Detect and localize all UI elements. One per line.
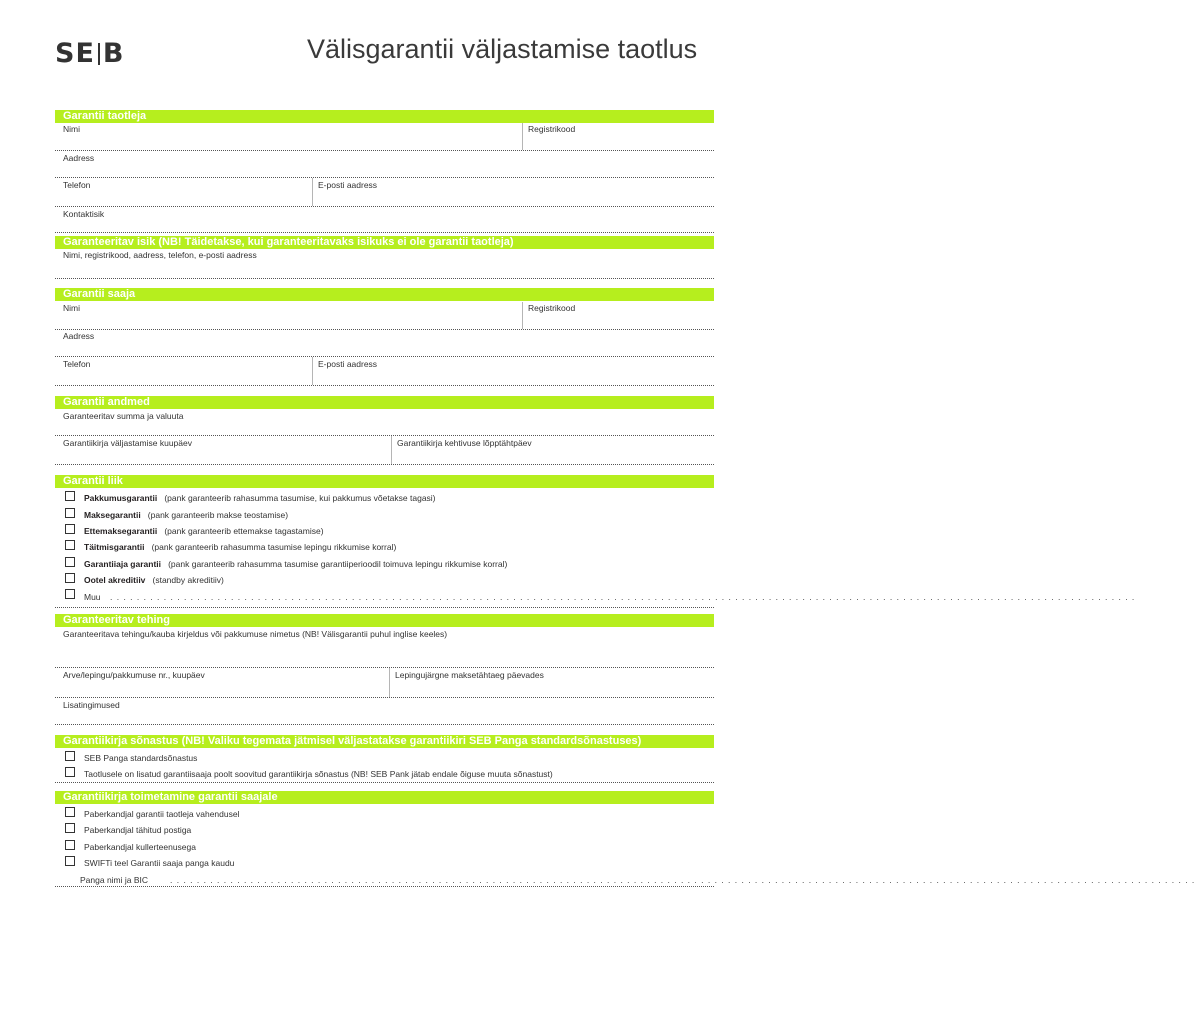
beneficiary-name-line[interactable]: [55, 329, 714, 330]
checkbox-delivery-applicant[interactable]: [65, 807, 75, 817]
applicant-address-line[interactable]: [55, 177, 714, 178]
section-applicant: Garantii taotleja: [55, 110, 714, 123]
beneficiary-address-label: Aadress: [63, 331, 95, 341]
type-other-dotfill[interactable]: . . . . . . . . . . . . . . . . . . . . . . . . . . . . . . . . . . . . . . . . . . . . . . . . . . . . . . . . . . . . . . . . . . . . . . . . . . . . . . . . . . . . . . . . . . . . . . . . . . . . . . . . . . . . . . . . . . . . . . . . . . . . . . . . . . . . . . . . . . . . . . . . . . . . . . . . .: [110, 592, 1136, 602]
checkbox-type-other[interactable]: [65, 589, 75, 599]
section-delivery: Garantiikirja toimetamine garantii saajale: [55, 791, 714, 804]
beneficiary-name-label: Nimi: [63, 303, 80, 313]
section-guaranteed-person: Garanteeritav isik (NB! Täidetakse, kui garanteeritavaks isikuks ei ole garantii taotleja): [55, 236, 714, 249]
amount-line[interactable]: [55, 435, 714, 436]
beneficiary-regcode-label: Registrikood: [528, 303, 576, 313]
delivery-applicant-option: Paberkandjal garantii taotleja vahendusel: [84, 809, 240, 819]
checkbox-delivery-swift[interactable]: [65, 856, 75, 866]
applicant-name-line[interactable]: [55, 150, 714, 151]
wording-standard-option: SEB Panga standardsõnastus: [84, 753, 198, 763]
guaranteed-info-label: Nimi, registrikood, aadress, telefon, e-posti aadress: [63, 250, 257, 260]
expiry-date-label: Garantiikirja kehtivuse lõpptähtpäev: [397, 438, 532, 448]
checkbox-type-advance[interactable]: [65, 524, 75, 534]
checkbox-type-bid[interactable]: [65, 491, 75, 501]
section-guarantee-data: Garantii andmed: [55, 396, 714, 409]
bank-bic-label: Panga nimi ja BIC: [80, 875, 149, 885]
delivery-swift-option: SWIFTi teel Garantii saaja panga kaudu: [84, 858, 235, 868]
bank-bic-dotfill[interactable]: . . . . . . . . . . . . . . . . . . . . . . . . . . . . . . . . . . . . . . . . . . . . . . . . . . . . . . . . . . . . . . . . . . . . . . . . . . . . . . . . . . . . . . . . . . . . . . . . . . . . . . . . . . . . . . . . . . . . . . . . . . . . . . . . . . . . . . . . . . . . . . . . . . . . . . . . .: [170, 875, 1195, 885]
beneficiary-phone-label: Telefon: [63, 359, 91, 369]
section-beneficiary: Garantii saaja: [55, 288, 714, 301]
applicant-phone-label: Telefon: [63, 180, 91, 190]
page-title: Välisgarantii väljastamise taotlus: [307, 34, 698, 64]
checkbox-type-warranty[interactable]: [65, 557, 75, 567]
invoice-label: Arve/lepingu/pakkumuse nr., kuupäev: [63, 670, 205, 680]
checkbox-wording-standard[interactable]: [65, 751, 75, 761]
section-guarantee-type: Garantii liik: [55, 475, 714, 488]
applicant-phone-line[interactable]: [55, 206, 714, 207]
applicant-email-label: E-posti aadress: [318, 180, 378, 190]
delivery-courier-option: Paberkandjal kullerteenusega: [84, 842, 196, 852]
checkbox-type-standby[interactable]: [65, 573, 75, 583]
amount-label: Garanteeritav summa ja valuuta: [63, 411, 184, 421]
applicant-contact-label: Kontaktisik: [63, 209, 105, 219]
invoice-line[interactable]: [55, 697, 714, 698]
applicant-contact-line[interactable]: [55, 232, 714, 233]
guaranteed-info-line[interactable]: [55, 278, 714, 279]
type-warranty-option: Garantiiaja garantii (pank garanteerib rahasumma tasumise garantiiperioodil toimuva lepingu rikkumise korral): [84, 559, 508, 569]
extra-terms-label: Lisatingimused: [63, 700, 120, 710]
payment-term-label: Lepingujärgne maksetähtaeg päevades: [395, 670, 544, 680]
applicant-address-label: Aadress: [63, 153, 95, 163]
beneficiary-email-label: E-posti aadress: [318, 359, 378, 369]
type-other-label: Muu: [84, 592, 101, 602]
transaction-desc-label: Garanteeritava tehingu/kauba kirjeldus või pakkumuse nimetus (NB! Välisgarantii puhul inglise keeles): [63, 629, 448, 639]
type-performance-option: Täitmisgarantii (pank garanteerib rahasumma tasumise lepingu rikkumise korral): [84, 542, 397, 552]
issue-date-label: Garantiikirja väljastamise kuupäev: [63, 438, 192, 448]
applicant-regcode-label: Registrikood: [528, 124, 576, 134]
applicant-name-label: Nimi: [63, 124, 80, 134]
checkbox-delivery-post[interactable]: [65, 823, 75, 833]
checkbox-type-payment[interactable]: [65, 508, 75, 518]
seb-logo: SE B: [55, 38, 125, 69]
type-bid-option: Pakkumusgarantii (pank garanteerib rahasumma tasumise, kui pakkumus võetakse tagasi): [84, 493, 436, 503]
type-standby-option: Ootel akreditiiv (standby akreditiiv): [84, 575, 224, 585]
section-wording: Garantiikirja sõnastus (NB! Valiku tegemata jätmisel väljastatakse garantiikiri SEB Panga standardsõnastuses): [55, 735, 714, 748]
wording-custom-option: Taotlusele on lisatud garantiisaaja poolt soovitud garantiikirja sõnastus (NB! SEB Pank jätab endale õiguse muuta sõnastust): [84, 769, 553, 779]
checkbox-wording-custom[interactable]: [65, 767, 75, 777]
extra-terms-line[interactable]: [55, 724, 714, 725]
checkbox-type-performance[interactable]: [65, 540, 75, 550]
checkbox-delivery-courier[interactable]: [65, 840, 75, 850]
type-advance-option: Ettemaksegarantii (pank garanteerib ettemakse tagastamise): [84, 526, 324, 536]
transaction-desc-line[interactable]: [55, 667, 714, 668]
beneficiary-phone-line[interactable]: [55, 385, 714, 386]
dates-line[interactable]: [55, 464, 714, 465]
section-transaction: Garanteeritav tehing: [55, 614, 714, 627]
delivery-post-option: Paberkandjal tähitud postiga: [84, 825, 192, 835]
type-payment-option: Maksegarantii (pank garanteerib makse teostamise): [84, 510, 289, 520]
beneficiary-address-line[interactable]: [55, 356, 714, 357]
